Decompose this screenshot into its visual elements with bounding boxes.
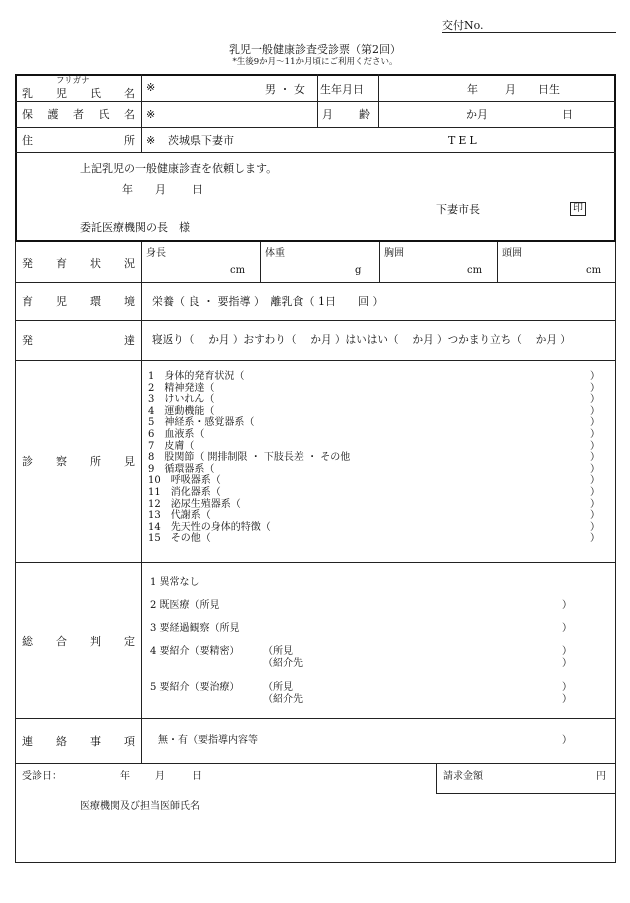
finding-close: ） xyxy=(590,498,600,510)
development-value: 寝返り（ か月 ）おすわり（ か月 ）はいはい（ か月 ）つかまり立ち（ か月 ） xyxy=(152,334,571,346)
address-mark: ※ xyxy=(146,134,156,147)
request-day: 日 xyxy=(192,183,203,196)
finding-item: 10 呼吸器系（ xyxy=(148,475,221,487)
request-year: 年 xyxy=(122,183,133,196)
finding-close: ） xyxy=(590,463,600,475)
weight-unit: g xyxy=(355,265,362,276)
judgment-finding: （所見 xyxy=(263,646,293,657)
finding-item: 13 代謝系（ xyxy=(148,510,211,522)
finding-close: ） xyxy=(590,382,600,394)
request-text: 上記乳児の一般健康診査を依頼します。 xyxy=(80,162,278,175)
finding-close: ） xyxy=(590,452,600,464)
dob-month: 月 xyxy=(505,83,516,96)
finding-item: 9 循環器系（ xyxy=(148,463,215,475)
judgment-item-3: 3 要経過観察（所見 xyxy=(150,623,240,634)
head-label: 頭囲 xyxy=(502,248,522,259)
guardian-name-label: 保 護 者 氏 名 xyxy=(22,108,135,121)
form-subtitle: *生後9か月～11か月頃にご利用ください。 xyxy=(232,57,398,67)
finding-item: 8 股関節（ 開排制限 ・ 下肢長差 ・ その他 xyxy=(148,452,351,464)
judgment-item-5: 5 要紹介（要治療） xyxy=(150,682,240,693)
finding-item: 1 身体的発育状況（ xyxy=(148,371,245,382)
guardian-name-mark: ※ xyxy=(146,108,156,121)
judgment-label: 総 合 判 定 xyxy=(22,635,135,648)
dob-label: 生年月日 xyxy=(320,83,364,96)
finding-close: ） xyxy=(590,487,600,498)
seal-mark: 印 xyxy=(570,202,586,216)
height-unit: cm xyxy=(230,265,246,276)
address-label: 住 所 xyxy=(22,134,135,147)
request-addressee: 委託医療機関の長 様 xyxy=(80,221,190,234)
finding-close: ） xyxy=(590,394,600,406)
weight-label: 体重 xyxy=(265,248,285,259)
finding-close: ） xyxy=(590,417,600,429)
visit-year: 年 xyxy=(120,771,130,782)
finding-item: 14 先天性の身体的特徴（ xyxy=(148,521,271,533)
contact-close: ） xyxy=(562,735,572,746)
finding-item: 4 運動機能（ xyxy=(148,405,215,417)
finding-close: ） xyxy=(590,533,600,545)
furigana-label: フリガナ xyxy=(56,76,90,86)
judgment-close: ） xyxy=(562,623,572,634)
finding-close: ） xyxy=(590,521,600,533)
form-title: 乳児一般健康診査受診票（第2回） xyxy=(229,43,401,56)
issue-number-label: 交付No. xyxy=(442,19,484,32)
request-month: 月 xyxy=(155,183,166,196)
visit-day: 日 xyxy=(192,771,202,782)
billing-label: 請求金額 xyxy=(443,771,483,782)
finding-close: ） xyxy=(590,475,600,487)
sex-options[interactable]: 男 ・ 女 xyxy=(265,83,305,96)
finding-item: 15 その他（ xyxy=(148,533,211,545)
finding-item: 12 泌尿生殖器系（ xyxy=(148,498,241,510)
judgment-close: ） xyxy=(562,658,572,669)
finding-close: ） xyxy=(590,371,600,382)
age-days: 日 xyxy=(562,108,573,121)
finding-item: 2 精神発達（ xyxy=(148,382,215,394)
judgment-close: ） xyxy=(562,646,572,657)
environment-value: 栄養（ 良 ・ 要指導 ） 離乳食（ 1日 回 ） xyxy=(152,295,384,308)
judgment-referral: （紹介先 xyxy=(263,658,303,669)
judgment-item-2: 2 既医療（所見 xyxy=(150,600,220,611)
finding-close: ） xyxy=(590,429,600,440)
finding-close: ） xyxy=(590,510,600,522)
finding-item: 6 血液系（ xyxy=(148,429,205,440)
finding-item: 3 けいれん（ xyxy=(148,394,215,406)
infant-name-label: 乳 児 氏 名 xyxy=(22,87,135,100)
findings-label: 診 察 所 見 xyxy=(22,455,135,468)
billing-yen: 円 xyxy=(596,771,606,782)
judgment-item-4: 4 要紹介（要精密） xyxy=(150,646,240,657)
infant-name-mark: ※ xyxy=(146,81,156,94)
height-label: 身長 xyxy=(146,248,166,259)
age-months: か月 xyxy=(466,108,488,121)
chest-label: 胸囲 xyxy=(384,248,404,259)
finding-item: 5 神経系・感覚器系（ xyxy=(148,417,255,429)
finding-item: 7 皮膚（ xyxy=(148,440,195,452)
dob-year: 年 xyxy=(467,83,478,96)
judgment-referral: （紹介先 xyxy=(263,694,303,705)
visit-month: 月 xyxy=(155,771,165,782)
issue-number-line xyxy=(442,32,616,33)
contact-value: 無・有（要指導内容等 xyxy=(158,735,258,746)
judgment-finding: （所見 xyxy=(263,682,293,693)
patient-frame xyxy=(15,74,616,242)
contact-label: 連 絡 事 項 xyxy=(22,735,135,748)
mayor-label: 下妻市長 xyxy=(436,203,480,216)
environment-label: 育 児 環 境 xyxy=(22,295,135,308)
judgment-close: ） xyxy=(562,682,572,693)
age-label: 月 齢 xyxy=(322,108,370,121)
judgment-close: ） xyxy=(562,600,572,611)
finding-item: 11 消化器系（ xyxy=(148,487,221,498)
address-value: 茨城県下妻市 xyxy=(168,134,234,147)
head-unit: cm xyxy=(586,265,602,276)
doctor-label: 医療機関及び担当医師氏名 xyxy=(80,801,200,812)
growth-label: 発 育 状 況 xyxy=(22,257,135,270)
tel-label: TEL xyxy=(448,134,480,147)
judgment-item-1: 1 異常なし xyxy=(150,577,200,588)
development-label: 発 達 xyxy=(22,334,135,347)
visit-date-label: 受診日： xyxy=(22,771,62,782)
finding-close: ） xyxy=(590,440,600,452)
dob-day: 日生 xyxy=(538,83,560,96)
chest-unit: cm xyxy=(467,265,483,276)
finding-close: ） xyxy=(590,405,600,417)
judgment-close: ） xyxy=(562,694,572,705)
